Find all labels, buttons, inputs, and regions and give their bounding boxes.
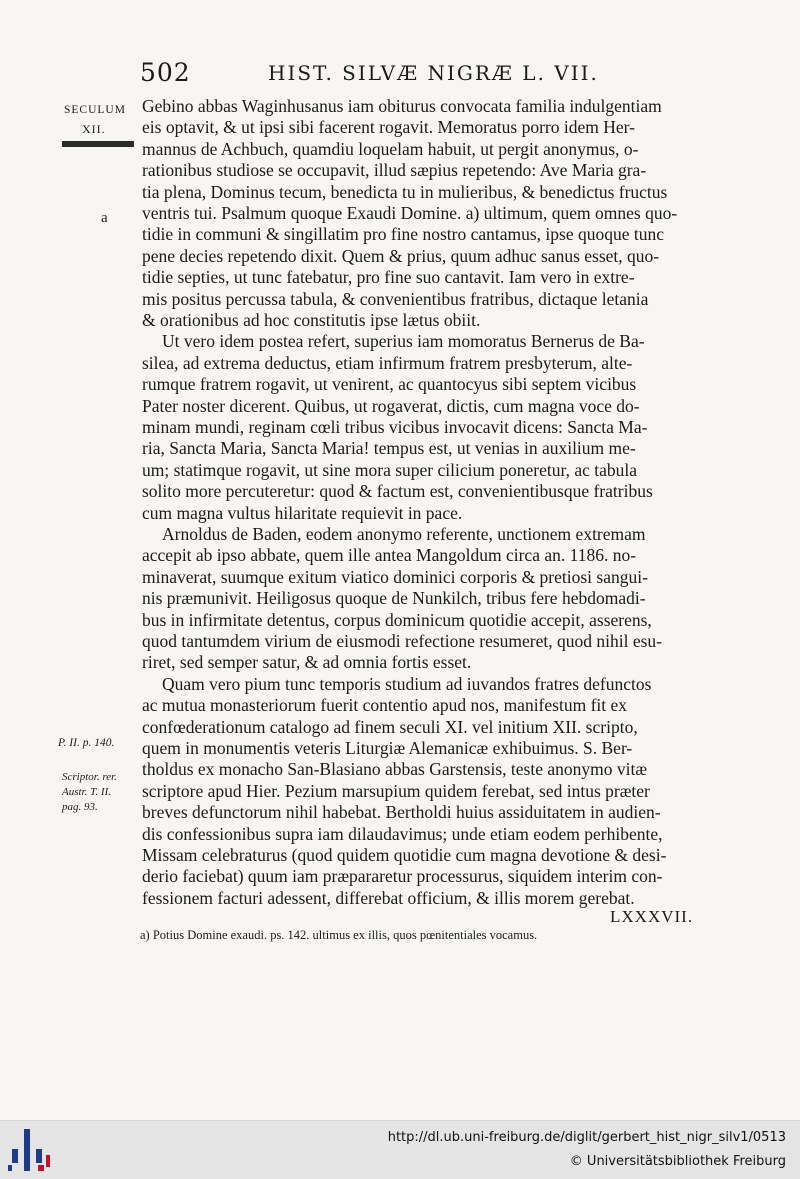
body-line: ac mutua monasteriorum fuerit contentio apud nos, manifestum fit ex <box>142 695 628 716</box>
body-line: mannus de Achbuch, quamdiu loquelam habuit, ut pergit anonymus, o- <box>142 138 639 159</box>
body-line: fessionem facturi adessent, differebat officium, & illis morem gerebat. <box>142 887 635 908</box>
body-line: ria, Sancta Maria, Sancta Maria! tempus est, ut venias in auxilium me- <box>142 438 636 459</box>
viewer-footer <box>0 1120 800 1179</box>
body-line: mis positus percussa tabula, & convenientibus fratribus, dictaque letania <box>142 288 649 309</box>
body-line: um; statimque rogavit, ut sine mora super cilicium poneretur, ac tabula <box>142 459 637 480</box>
body-line: tidie in communi & singillatim pro fine nostro cantamus, ipse quoque tunc <box>142 224 665 245</box>
body-line: rationibus studiose se occupavit, illud sæpius repetendo: Ave Maria gra- <box>142 160 647 181</box>
body-line: quem in monumentis veteris Liturgiæ Alemanicæ exhibuimus. S. Ber- <box>142 738 633 758</box>
body-line: Pater noster dicerent. Quibus, ut rogaverat, dictis, cum magna voce do- <box>142 395 640 416</box>
body-line: Ut vero idem postea refert, superius iam momoratus Bernerus de Ba- <box>162 331 645 352</box>
body-line: scriptore apud Hier. Pezium marsupium quidem ferebat, sed intus præter <box>142 780 650 801</box>
body-line: tholdus ex monacho San-Blasiano abbas Garstensis, teste anonymo vitæ <box>142 759 647 780</box>
body-line: tia plena, Dominus tecum, benedicta tu in mulieribus, & benedictus fructus <box>142 181 668 202</box>
body-line: & orationibus ad hoc constitutis ipse lætus obiit. <box>142 310 481 330</box>
body-line: solito more percuteretur: quod & factum est, convenientibusque fratribus <box>142 481 653 502</box>
catchword: LXXXVII. <box>610 907 694 926</box>
body-line: Arnoldus de Baden, eodem anonymo referente, unctionem extremam <box>162 524 646 544</box>
body-line: quod tantumdem virium de eiusmodi refectione resumeret, quod nihil esu- <box>142 631 663 651</box>
body-line: minaverat, suumque exitum viatico dominici corporis & pretiosi sangui- <box>142 566 648 587</box>
margin-ornament-rule <box>62 141 134 147</box>
body-line: cum magna vultus hilaritate requievit in pace. <box>142 502 463 523</box>
body-line: Quam vero pium tunc temporis studium ad iuvandos fratres defunctos <box>162 673 652 694</box>
body-line: pene decies repetendo dixit. Quem & prius, quum adhuc sanus esset, quo- <box>142 245 660 266</box>
body-line: ventris tui. Psalmum quoque Exaudi Domine. a) ultimum, quem omnes quo- <box>142 203 678 223</box>
body-line: Missam celebraturus (quod quidem quotidie cum magna devotione & desi- <box>142 845 667 865</box>
body-line: rumque fratrem rogavit, ut venirent, ac quantocyus sibi septem vicibus <box>142 374 637 395</box>
body-line: nis præmunivit. Heiligosus quoque de Nunkilch, tribus fere hebdomadi- <box>142 588 646 609</box>
body-line: dis confessionibus supra iam dilaudavimus; unde etiam eodem perhibente, <box>142 823 663 844</box>
body-line: minam mundi, reginam cœli tribus vicibus invocavit dicens: Sancta Ma- <box>142 417 648 437</box>
body-line: tidie septies, ut tunc fatebatur, pro fine suo cantavit. Iam vero in extre- <box>142 267 635 288</box>
margin-reference: P. II. p. 140. <box>58 737 115 749</box>
body-line: breves defunctorum nihil habebat. Bertholdi huius assiduitatem in audien- <box>142 802 661 823</box>
body-line: eis optavit, & ut ipsi sibi facerent rogavit. Memoratus porro idem Her- <box>142 117 635 138</box>
body-line: Gebino abbas Waginhusanus iam obiturus convocata familia indulgentiam <box>142 96 662 116</box>
footnote: a) Potius Domine exaudi. ps. 142. ultimus ex illis, quos pœnitentiales vocamus. <box>140 928 538 942</box>
permalink-url[interactable]: http://dl.ub.uni-freiburg.de/diglit/gerbert_hist_nigr_silv1/0513 <box>387 1130 786 1145</box>
margin-ref-line: Scriptor. rer. <box>62 771 117 783</box>
running-title: HIST. SILVÆ NIGRÆ L. VII. <box>268 61 599 85</box>
body-line: riret, sed semper satur, & ad omnia fortis esset. <box>142 652 472 673</box>
margin-seculum-label: SECULUM <box>64 104 126 116</box>
body-line: bus in infirmitate detentus, corpus dominicum quotidie accepit, asserens, <box>142 609 652 630</box>
body-line: confœderationum catalogo ad finem seculi XI. vel initium XII. scripto, <box>142 716 638 737</box>
body-line: derio faciebat) quum iam præpararetur processurus, siquidem interim con- <box>142 866 663 887</box>
margin-note-marker: a <box>101 210 108 226</box>
copyright-notice: © Universitätsbibliothek Freiburg <box>569 1154 786 1169</box>
margin-ref-line: pag. 93. <box>62 801 98 813</box>
page-header <box>140 58 740 90</box>
margin-reference-scriptor <box>62 770 117 815</box>
body-line: silea, ad extrema deductus, etiam infirmum fratrem presbyterum, alte- <box>142 352 633 373</box>
margin-ref-line: Austr. T. II. <box>62 786 111 798</box>
library-logo <box>8 1127 52 1173</box>
body-line: accepit ab ipso abbate, quem ille antea Mangoldum circa an. 1186. no- <box>142 545 637 566</box>
margin-seculum-number: XII. <box>82 122 106 136</box>
page-number: 502 <box>140 58 191 87</box>
